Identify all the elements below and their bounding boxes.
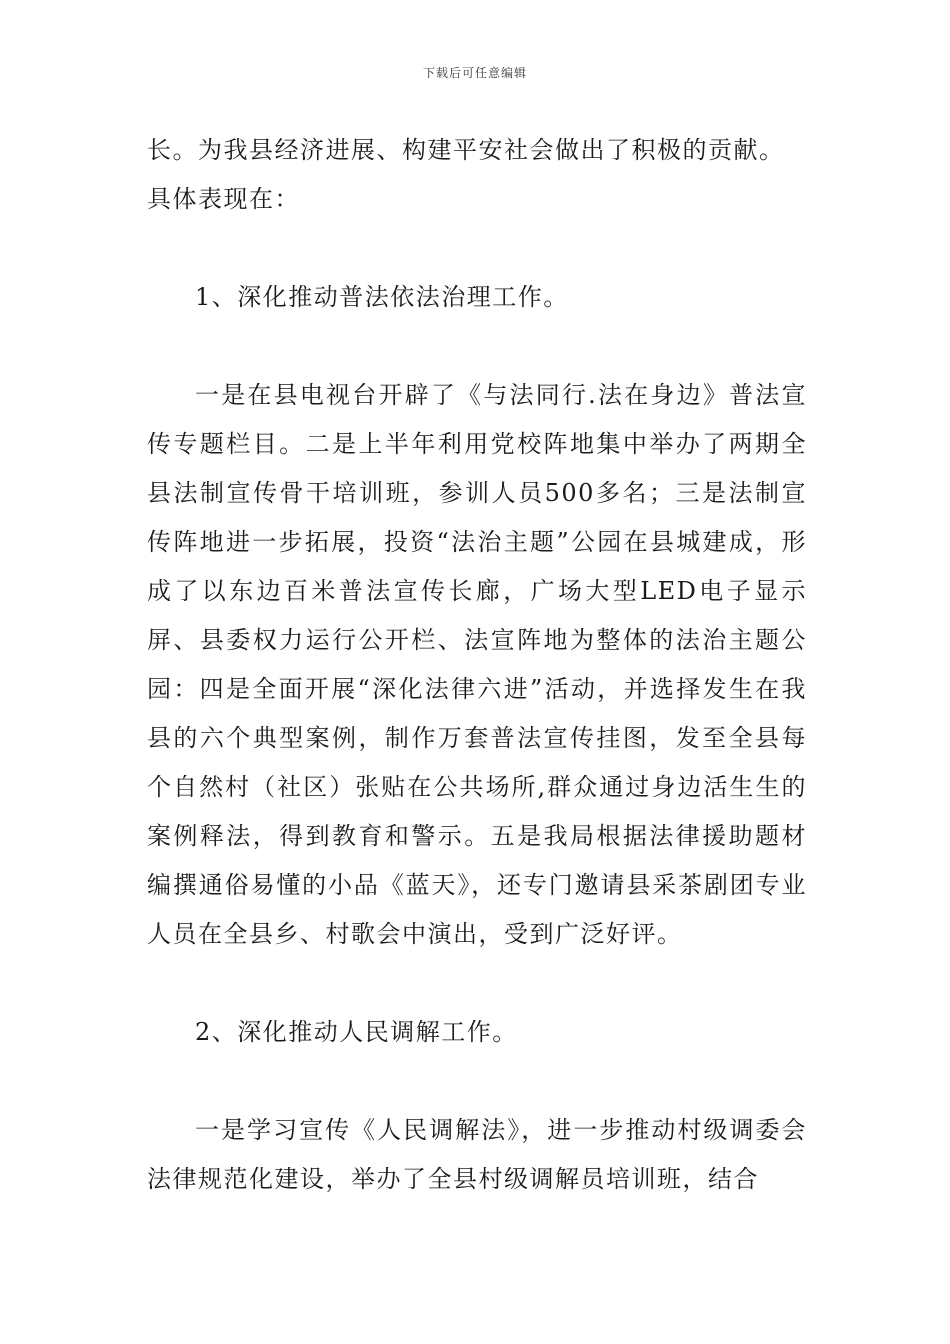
page-header-note: 下载后可任意编辑: [422, 66, 527, 80]
intro-line-1: 长。为我县经济进展、构建平安社会做出了积极的贡献。: [147, 136, 785, 164]
document-body: [147, 126, 807, 1204]
spacer: [147, 322, 807, 371]
section-2-paragraph: 一是学习宣传《人民调解法》，进一步推动村级调委会法律规范化建设，举办了全县村级调解员培训班，结合: [147, 1116, 807, 1193]
spacer: [147, 959, 807, 1008]
section-1-heading: 1、深化推动普法依法治理工作。: [195, 283, 569, 311]
spacer: [147, 224, 807, 273]
section-2-heading: 2、深化推动人民调解工作。: [195, 1018, 518, 1046]
spacer: [147, 1057, 807, 1106]
section-1-paragraph: 一是在县电视台开辟了《与法同行.法在身边》普法宣传专题栏目。二是上半年利用党校阵地集中举办了两期全县法制宣传骨干培训班，参训人员500多名；三是法制宣传阵地进一步拓展，投资“法治主题”公园在县城建成，形成了以东边百米普法宣传长廊，广场大型LED电子显示屏、县委权力运行公开栏、法宣阵地为整体的法治主题公园：四是全面开展“深化法律六进”活动，并选择发生在我县的六个典型案例，制作万套普法宣传挂图，发至全县每个自然村（社区）张贴在公共场所,群众通过身边活生生的案例释法，得到教育和警示。五是我局根据法律援助题材编撰通俗易懂的小品《蓝天》，还专门邀请县采茶剧团专业人员在全县乡、村歌会中演出，受到广泛好评。: [147, 381, 807, 948]
intro-line-2: 具体表现在：: [147, 185, 300, 213]
